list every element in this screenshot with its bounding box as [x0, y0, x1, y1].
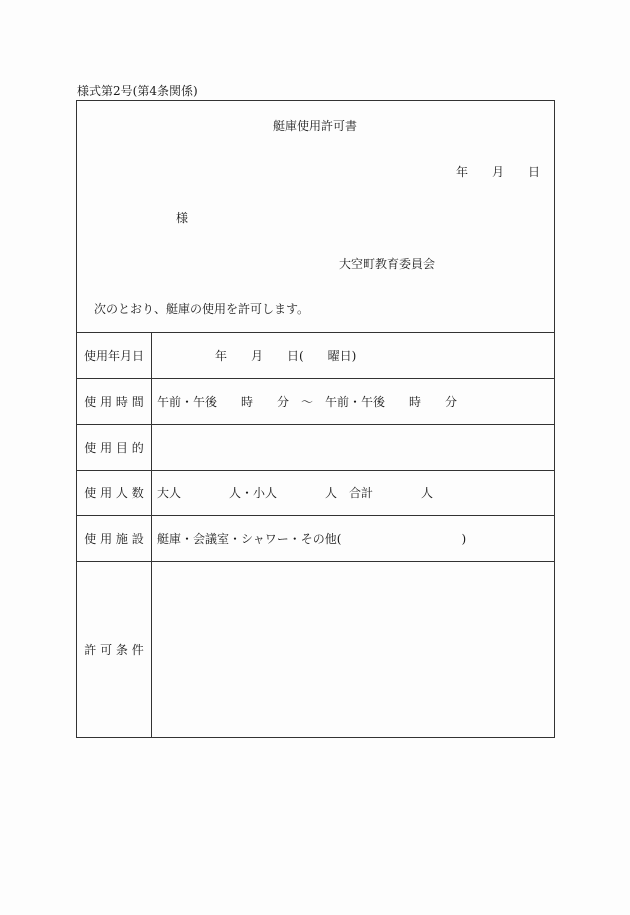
- divider: [77, 332, 554, 333]
- date-month-label: 月: [492, 165, 505, 179]
- divider: [77, 515, 554, 516]
- issuer-name: 大空町教育委員会: [339, 257, 436, 271]
- addressee-suffix: 様: [176, 211, 189, 225]
- row-value-facility: 艇庫・会議室・シャワー・その他( ): [157, 532, 467, 546]
- date-day-label: 日: [528, 165, 541, 179]
- permission-statement: 次のとおり、艇庫の使用を許可します。: [94, 302, 310, 316]
- row-label-time: 使 用 時 間: [84, 395, 144, 409]
- divider: [77, 424, 554, 425]
- document-title: 艇庫使用許可書: [273, 119, 358, 133]
- row-value-time: 午前・午後 時 分 ～ 午前・午後 時 分: [157, 395, 458, 409]
- row-label-purpose: 使 用 目 的: [84, 441, 144, 455]
- column-divider: [151, 332, 152, 738]
- divider: [77, 378, 554, 379]
- row-label-date: 使用年月日: [83, 349, 144, 363]
- issue-date: [456, 165, 540, 179]
- divider: [77, 470, 554, 471]
- row-label-facility: 使 用 施 設: [84, 532, 144, 546]
- row-value-attendees: 大人 人・小人 人 合計 人: [157, 486, 434, 500]
- divider: [77, 561, 554, 562]
- date-year-label: 年: [456, 165, 469, 179]
- row-label-attendees: 使 用 人 数: [84, 486, 144, 500]
- row-value-date: 年 月 日( 曜日): [215, 349, 357, 363]
- permit-form-frame: [76, 100, 555, 738]
- form-number-label: 様式第2号(第4条関係): [77, 84, 198, 98]
- row-label-conditions: 許 可 条 件: [84, 643, 144, 657]
